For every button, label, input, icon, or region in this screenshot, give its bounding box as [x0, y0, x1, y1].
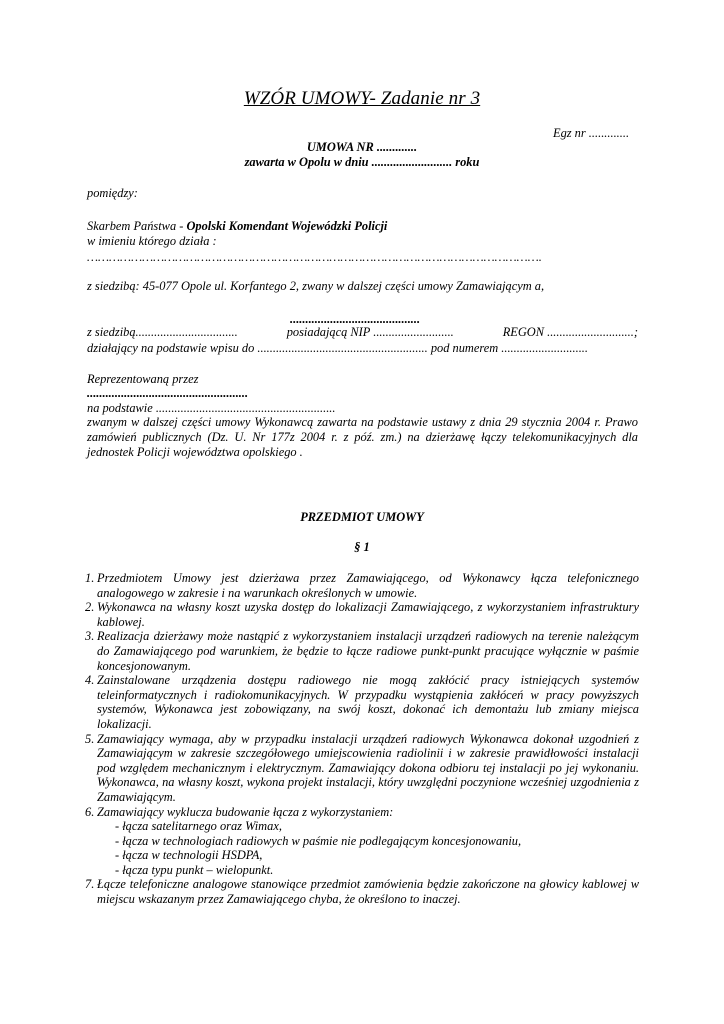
item-text: Zamawiający wyklucza budowanie łącza z wykorzystaniem:: [97, 804, 394, 819]
list-item: [87, 629, 639, 673]
item-number: 6.: [85, 804, 95, 819]
list-item: [87, 877, 639, 906]
between-label: pomiędzy:: [87, 186, 138, 200]
item-number: 1.: [85, 571, 95, 585]
on-behalf-label: w imieniu którego działa :: [87, 234, 217, 248]
paragraph-mark: § 1: [354, 540, 370, 554]
item-number: 4.: [85, 673, 95, 688]
item-number: 7.: [85, 877, 95, 892]
list-item: [87, 805, 639, 878]
section-title: PRZEDMIOT UMOWY: [300, 510, 424, 524]
party1-name: Opolski Komendant Wojewódzki Policji: [186, 219, 388, 233]
sublist-item: - łącza w technologii HSDPA,: [115, 848, 263, 863]
entry-basis-line: działający na podstawie wpisu do ....................................................... pod numerem ............................: [87, 341, 589, 355]
item-number: 5.: [85, 731, 95, 746]
item-number: 2.: [85, 600, 95, 615]
list-item: [87, 571, 639, 600]
party1-prefix: Skarbem Państwa -: [87, 219, 187, 233]
party1-seat: z siedzibą: 45-077 Opole ul. Korfantego 2, zwany w dalszej części umowy Zamawiającym a,: [87, 279, 545, 293]
contract-place-date: zawarta w Opolu w dniu .......................... roku: [244, 155, 480, 169]
sublist-item: - łącza typu punkt – wielopunkt.: [115, 862, 274, 877]
party2-seat: z siedzibą.................................: [87, 325, 238, 339]
list-item: [87, 673, 639, 731]
party2-blank: ..........................................: [290, 312, 421, 326]
item-text: Przedmiotem Umowy jest dzierżawa przez Zamawiającego, od Wykonawcy łącza telefonicznego analogowego w zakresie i na warunkach określonych w umowie.: [97, 571, 639, 600]
item-text: Realizacja dzierżawy może nastąpić z wykorzystaniem instalacji urządzeń radiowych na terenie należącym do Zamawiającego pod warunkiem, że będzie to łącze radiowe punkt-punkt pracujące wyłącznie w paśmie koncesjonowanym.: [97, 629, 639, 673]
item-text: Zainstalowane urządzenia dostępu radiowego nie mogą zakłócić pracy istniejących systemów teleinformatycznych i radiokomunikacyjnych. W przypadku wystąpienia zakłóceń w pracy powyższych systemów, Wykonawca jest zobowiązany, na swój koszt, dokonać ich demontażu lub zmiany miejsca lokalizacji.: [97, 673, 639, 731]
party2-nip: posiadającą NIP ..........................: [286, 325, 454, 339]
list-item: [87, 600, 639, 629]
party2-seat-line: [87, 325, 638, 339]
item-text: Łącze telefoniczne analogowe stanowiące przedmiot zamówienia będzie zakończone na głowicy kablowej w miejscu wskazanym przez Zamawiającego chyba, że określono to inaczej.: [97, 877, 639, 907]
contract-items-list: [87, 571, 639, 907]
item-text: Wykonawca na własny koszt uzyska dostęp do lokalizacji Zamawiającego, z wykorzystaniem infrastruktury kablowej.: [97, 600, 639, 629]
party2-regon: REGON ............................;: [502, 325, 638, 339]
basis-line: na podstawie ..........................................................: [87, 401, 336, 415]
representative-blank: ....................................................: [87, 386, 249, 400]
sublist-item: - łącza satelitarnego oraz Wimax,: [115, 819, 282, 834]
copy-number: Egz nr .............: [553, 126, 630, 140]
contractor-clause: zwanym w dalszej części umowy Wykonawcą zawarta na podstawie ustawy z dnia 29 stycznia 2004 r. Prawo zamówień publicznych (Dz. U. Nr 177z 2004 r. z póź. zm.) na dzierżawę łączy telekomunikacyjnych dla jednostek Policji województwa opolskiego .: [87, 415, 638, 459]
item-text: Zamawiający wymaga, aby w przypadku instalacji urządzeń radiowych Wykonawca dokonał uzgodnień z Zamawiającym w zakresie szczegółowego umiejscowienia radiolinii i w zakresie prawidłowości instalacji pod względem mechanicznym i elektrycznym. Zamawiający dokona odbioru tej instalacji po jej wykonaniu. Wykonawca, na własny koszt, wykona projekt instalacji, który uwzględni poczynione wcześniej uzgodnienia z Zamawiającym.: [97, 731, 639, 804]
item-number: 3.: [85, 629, 95, 644]
exclusions-sublist: [97, 819, 639, 877]
contract-number: UMOWA NR .............: [306, 140, 418, 154]
sublist-item: - łącza w technologiach radiowych w paśmie nie podlegającym koncesjonowaniu,: [115, 833, 522, 848]
party1-line: [87, 219, 387, 233]
list-item: [87, 732, 639, 805]
represented-label: Reprezentowaną przez: [87, 372, 199, 386]
document-title: WZÓR UMOWY- Zadanie nr 3: [243, 88, 481, 109]
dots-line: …………………………………………………………………………………………………………….: [87, 250, 542, 264]
